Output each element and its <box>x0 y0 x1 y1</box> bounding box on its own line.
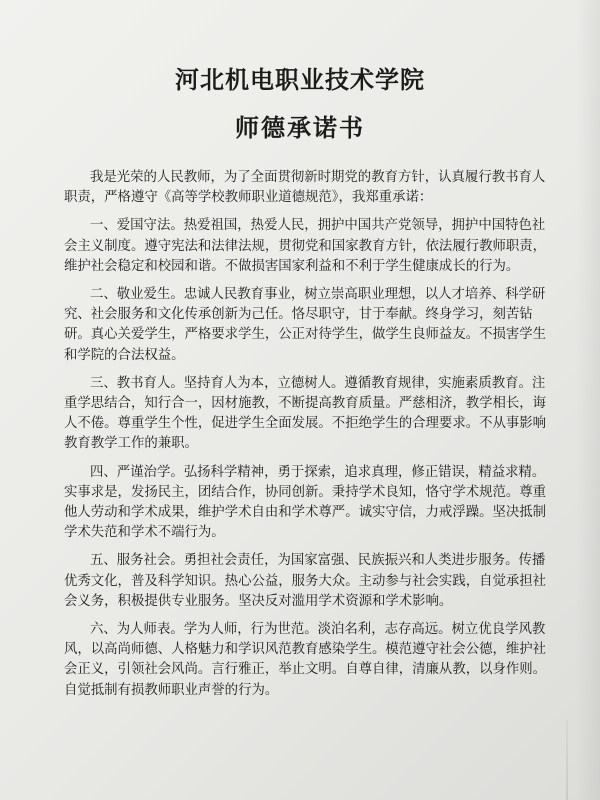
document-title: 师德承诺书 <box>235 113 365 142</box>
paper-edge-shadow <box>576 0 600 800</box>
section-scholarship: 四、严谨治学。弘扬科学精神，勇于探索，追求真理，修正错误，精益求精。实事求是，发扬民主，团结合作，协同创新。秉持学术良知，恪守学术规范。尊重他人劳动和学术成果，维护学术自由和学术尊严。诚实守信，力戒浮躁。坚决抵制学术失范和学术不端行为。 <box>64 464 547 541</box>
section-service: 五、服务社会。勇担社会责任，为国家富强、民族振兴和人类进步服务。传播优秀文化，普及科学知识。热心公益，服务大众。主动参与社会实践，自觉承担社会义务，积极提供专业服务。坚决反对滥用学术资源和学术影响。 <box>64 553 547 609</box>
section-teaching: 三、教书育人。坚持育人为本，立德树人。遵循教育规律，实施素质教育。注重学思结合，知行合一，因材施教，不断提高教育质量。严慈相济，教学相长，诲人不倦。尊重学生个性，促进学生全面发展。不拒绝学生的合理要求。不从事影响教育教学工作的兼职。 <box>64 375 547 452</box>
document-title-institution: 河北机电职业技术学院 <box>175 65 425 94</box>
intro-paragraph: 我是光荣的人民教师，为了全面贯彻新时期党的教育方针，认真履行教书育人职责，严格遵守《高等学校教师职业道德规范》，我郑重承诺： <box>64 170 546 206</box>
paper-fold-line <box>566 720 568 800</box>
section-patriotism: 一、爱国守法。热爱祖国，热爱人民，拥护中国共产党领导，拥护中国特色社会主义制度。遵守宪法和法律法规，贯彻党和国家教育方针，依法履行教师职责，维护社会稳定和校园和谐。不做损害国家利益和不利于学生健康成长的行为。 <box>64 218 547 274</box>
section-role-model: 六、为人师表。学为人师，行为世范。淡泊名利，志存高远。树立优良学风教风，以高尚师德、人格魅力和学识风范教育感染学生。模范遵守社会公德，维护社会正义，引领社会风尚。言行雅正，举止文明。自尊自律，清廉从教，以身作则。自觉抵制有损教师职业声誉的行为。 <box>64 622 547 698</box>
document-body <box>64 168 558 709</box>
section-dedication: 二、敬业爱生。忠诚人民教育事业，树立崇高职业理想，以人才培养、科学研究、社会服务和文化传承创新为己任。恪尽职守，甘于奉献。终身学习，刻苦钻研。真心关爱学生，严格要求学生，公正对待学生，做学生良师益友。不损害学生和学院的合法权益。 <box>64 287 547 363</box>
